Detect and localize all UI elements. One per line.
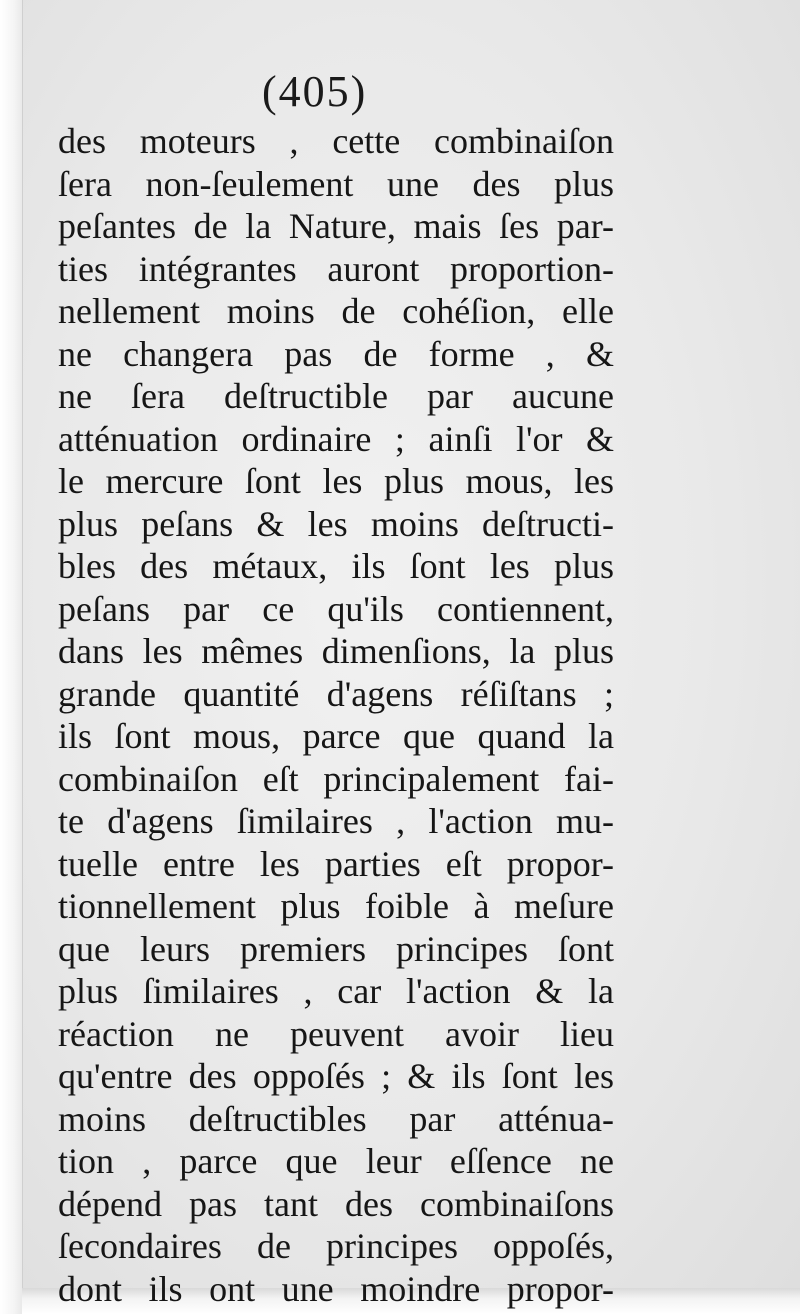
text-line: tion , parce que leur eſſence ne: [58, 1141, 614, 1181]
text-line: ſecondaires de principes oppoſés,: [58, 1226, 614, 1266]
body-text: [58, 120, 614, 1310]
text-line: qu'entre des oppoſés ; & ils ſont les: [58, 1056, 614, 1096]
text-line: ties intégrantes auront proportion-: [58, 248, 614, 289]
text-line: grande quantité d'agens réſiſtans ;: [58, 673, 614, 714]
text-line: atténuation ordinaire ; ainſi l'or &: [58, 418, 614, 459]
text-line: le mercure ſont les plus mous, les: [58, 461, 614, 501]
page-gutter: [0, 0, 24, 1314]
text-line: ils ſont mous, parce que quand la: [58, 716, 614, 756]
text-line: plus ſimilaires , car l'action & la: [58, 971, 614, 1011]
page-number: (405): [262, 67, 368, 116]
text-line: tionnellement plus foible à meſure: [58, 886, 614, 926]
text-line: moins deſtructibles par atténua-: [58, 1098, 614, 1139]
text-line: des moteurs , cette combinaiſon: [58, 121, 614, 161]
text-line: que leurs premiers principes ſont: [58, 928, 614, 969]
text-line: te d'agens ſimilaires , l'action mu-: [58, 801, 614, 841]
text-line: ſera non-ſeulement une des plus: [58, 163, 614, 204]
text-line: ne changera pas de forme , &: [58, 333, 614, 374]
text-line: dépend pas tant des combinaiſons: [58, 1183, 614, 1224]
text-line: nellement moins de cohéſion, elle: [58, 291, 614, 331]
text-line: dont ils ont une moindre propor-: [58, 1268, 614, 1309]
text-line: plus peſans & les moins deſtructi-: [58, 503, 614, 544]
text-line: tuelle entre les parties eſt propor-: [58, 843, 614, 884]
text-line: peſans par ce qu'ils contiennent,: [58, 588, 614, 629]
text-line: dans les mêmes dimenſions, la plus: [58, 631, 614, 671]
text-line: peſantes de la Nature, mais ſes par-: [58, 206, 614, 246]
text-line: combinaiſon eſt principalement fai-: [58, 758, 614, 799]
text-line: réaction ne peuvent avoir lieu: [58, 1013, 614, 1054]
text-line: ne ſera deſtructible par aucune: [58, 376, 614, 416]
text-line: bles des métaux, ils ſont les plus: [58, 546, 614, 586]
